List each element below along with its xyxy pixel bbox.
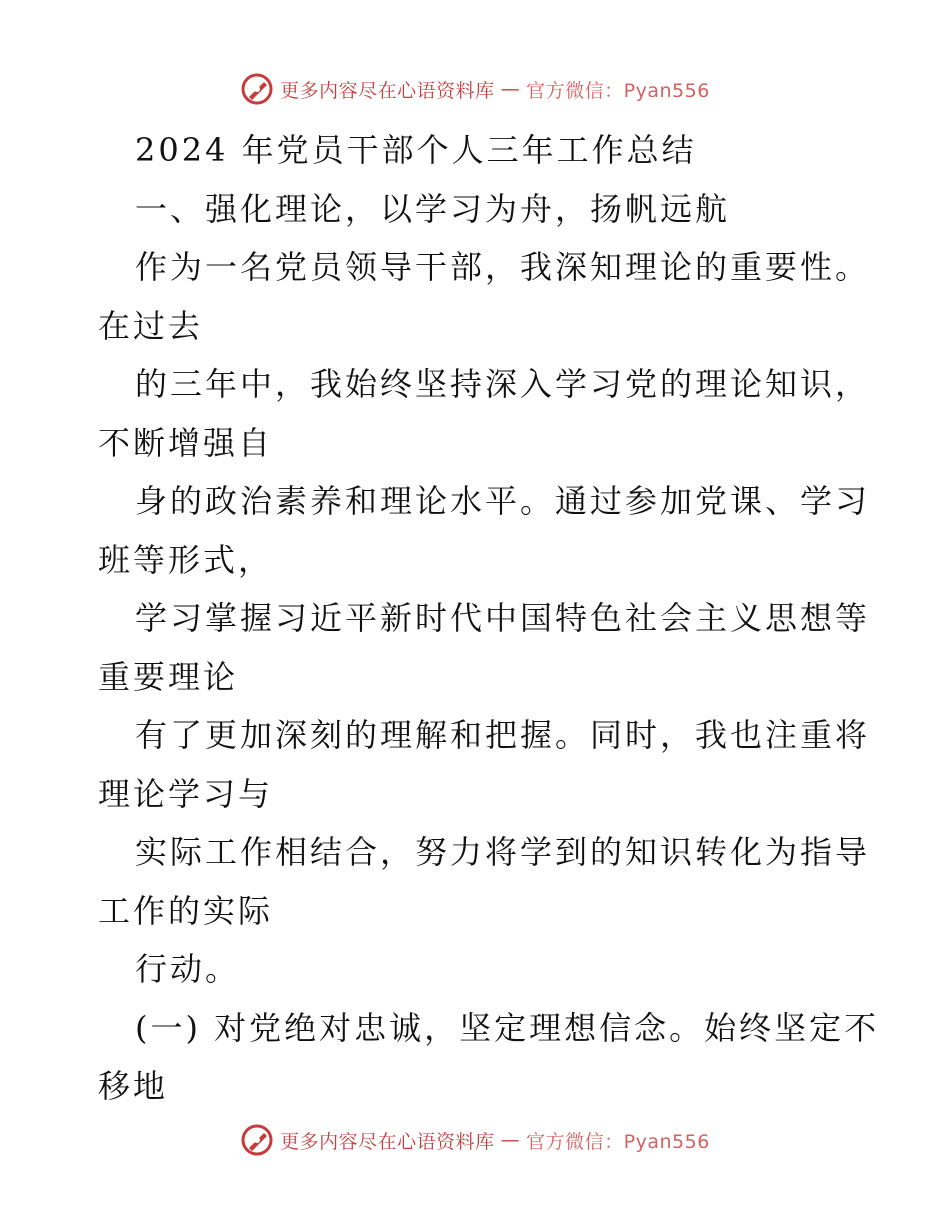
doc-line: 学习掌握习近平新时代中国特色社会主义思想等 — [135, 599, 871, 637]
doc-line: 有了更加深刻的理解和把握。同时，我也注重将 — [135, 716, 871, 754]
watermark-handle: 官方微信：Pyan556 — [526, 1130, 710, 1153]
watermark-separator: — — [500, 78, 521, 100]
doc-line: 的三年中，我始终坚持深入学习党的理论知识， — [135, 365, 871, 403]
doc-line: 不断增强自 — [98, 423, 274, 462]
doc-line: 2024 年党员干部个人三年工作总结 — [135, 131, 697, 169]
header-watermark — [0, 72, 950, 106]
doc-line: 班等形式， — [98, 540, 274, 579]
pen-nib-logo-icon — [240, 1123, 274, 1157]
doc-line: 作为一名党员领导干部，我深知理论的重要性。 — [135, 248, 871, 286]
footer-watermark — [0, 1123, 950, 1157]
doc-line: 一、强化理论，以学习为舟，扬帆远航 — [135, 189, 731, 228]
document-body — [98, 121, 880, 1116]
doc-line: 在过去 — [98, 306, 204, 345]
watermark-text: 更多内容尽在心语资料库 — [280, 79, 495, 102]
doc-line: 工作的实际 — [98, 891, 274, 930]
doc-line: 实际工作相结合，努力将学到的知识转化为指导 — [135, 833, 871, 871]
watermark-separator: — — [500, 1129, 521, 1151]
doc-line: (一) 对党绝对忠诚，坚定理想信念。始终坚定不 — [135, 1008, 880, 1047]
pen-nib-logo-icon — [240, 72, 274, 106]
doc-line: 身的政治素养和理论水平。通过参加党课、学习 — [135, 482, 871, 520]
doc-line: 行动。 — [135, 950, 241, 988]
watermark-text: 更多内容尽在心语资料库 — [280, 1130, 495, 1153]
watermark-handle: 官方微信：Pyan556 — [526, 79, 710, 102]
doc-line: 理论学习与 — [98, 774, 274, 813]
doc-line: 重要理论 — [98, 657, 239, 696]
doc-line: 移地 — [98, 1067, 169, 1105]
